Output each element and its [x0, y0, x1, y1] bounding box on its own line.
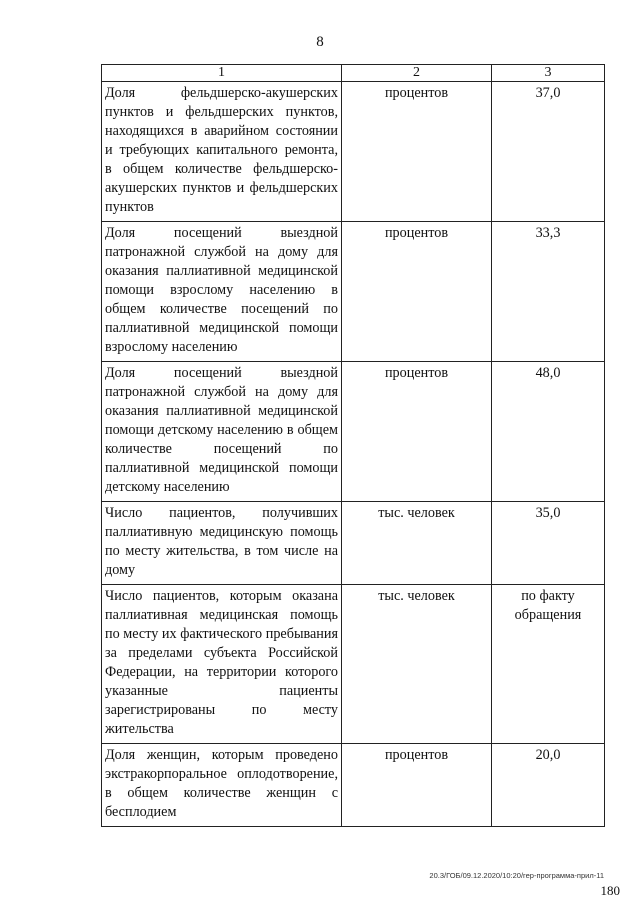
indicators-table — [101, 64, 605, 827]
table-header-row — [102, 65, 605, 82]
page-number: 8 — [316, 34, 324, 50]
indicator-unit: процентов — [342, 362, 492, 502]
indicator-value: 37,0 — [492, 82, 605, 222]
indicator-name: Доля фельдшерско-акушерских пунктов и фельдшерских пунктов, находящихся в аварийном состоянии и требующих капитального ремонта, в общем количестве фельдшерско-акушерских пунктов и фельдшерских пунктов — [102, 82, 342, 222]
indicator-name: Доля посещений выездной патронажной службой на дому для оказания паллиативной медицинской помощи взрослому населению в общем количестве посещений по паллиативной медицинской помощи взрослому населению — [102, 222, 342, 362]
indicator-unit: тыс. человек — [342, 502, 492, 585]
indicator-value: 33,3 — [492, 222, 605, 362]
indicator-value: по факту обращения — [492, 585, 605, 744]
column-header-1: 1 — [102, 65, 342, 82]
table-row — [102, 502, 605, 585]
indicator-unit: процентов — [342, 222, 492, 362]
table-row — [102, 222, 605, 362]
indicator-name: Доля женщин, которым проведено экстракорпоральное оплодотворение, в общем количестве женщин с бесплодием — [102, 744, 342, 827]
indicator-unit: тыс. человек — [342, 585, 492, 744]
table-row — [102, 585, 605, 744]
table-row — [102, 744, 605, 827]
indicator-name: Доля посещений выездной патронажной службой на дому для оказания паллиативной медицинской помощи детскому населению в общем количестве посещений по паллиативной медицинской помощи детскому населению — [102, 362, 342, 502]
footer-page-number: 180 — [600, 883, 620, 898]
indicator-name: Число пациентов, которым оказана паллиативная медицинская помощь по месту их фактического пребывания за пределами субъекта Российской Федерации, на территории которого указанные пациенты зарегистрированы по месту жительства — [102, 585, 342, 744]
indicator-name: Число пациентов, получивших паллиативную медицинскую помощь по месту жительства, в том числе на дому — [102, 502, 342, 585]
document-code: 20.3/ГОБ/09.12.2020/10:20/гер-программа-прил-11 — [429, 871, 604, 880]
column-header-2: 2 — [342, 65, 492, 82]
indicator-unit: процентов — [342, 82, 492, 222]
indicator-value: 20,0 — [492, 744, 605, 827]
indicator-unit: процентов — [342, 744, 492, 827]
indicator-value: 35,0 — [492, 502, 605, 585]
table-row — [102, 362, 605, 502]
table-row — [102, 82, 605, 222]
indicator-value: 48,0 — [492, 362, 605, 502]
column-header-3: 3 — [492, 65, 605, 82]
